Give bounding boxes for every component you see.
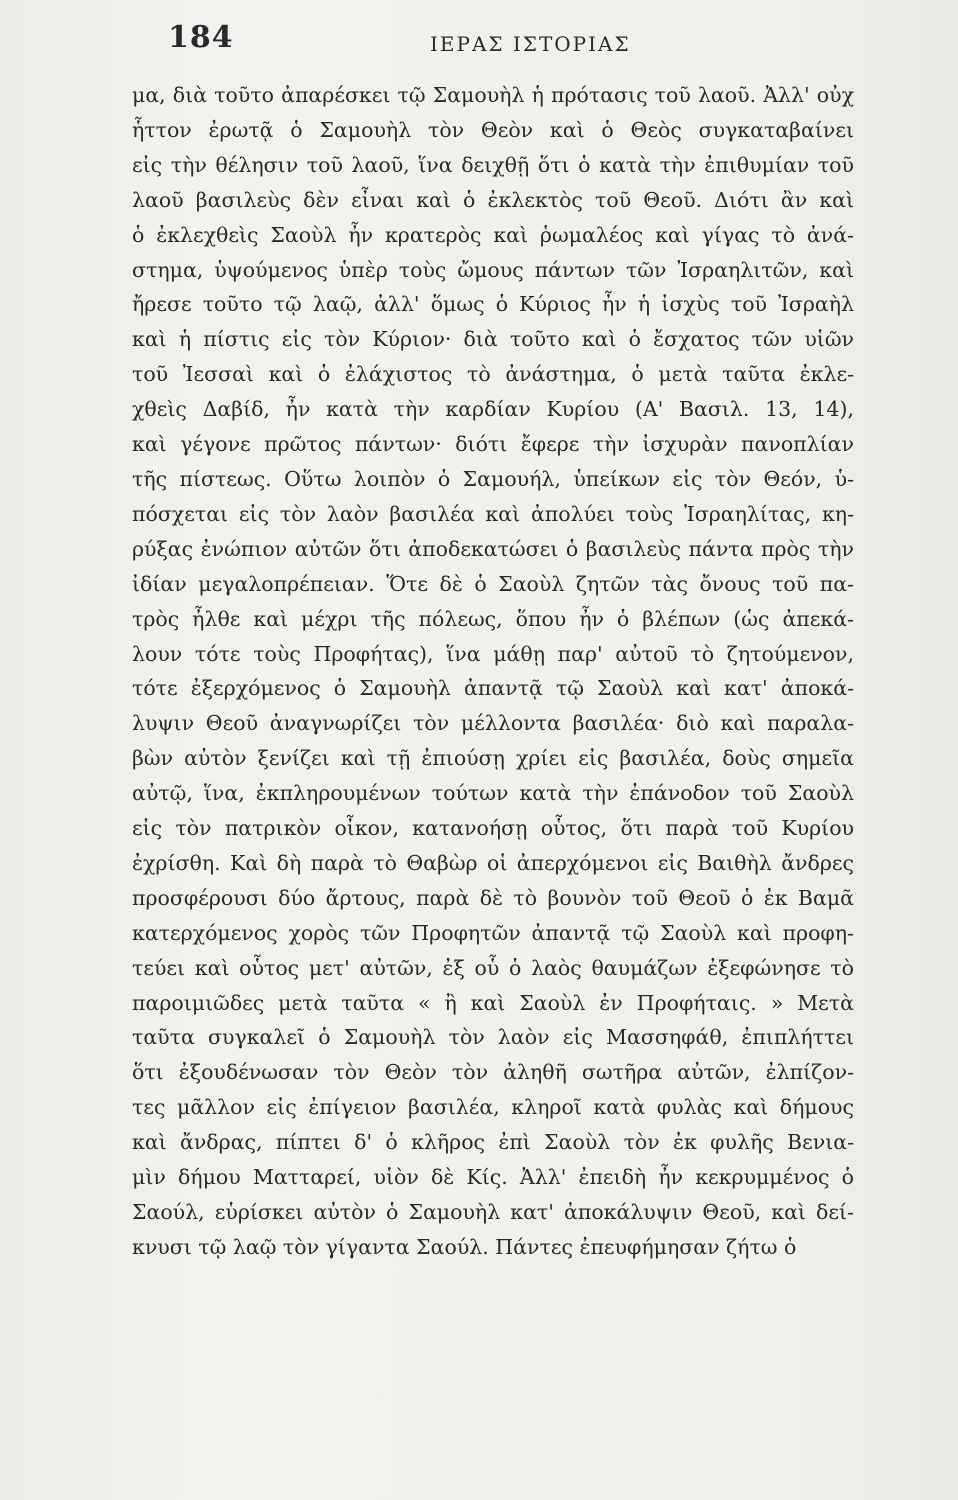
text-line: στημα, ὑψούμενος ὑπὲρ τοὺς ὤμους πάντων τῶν Ἰσραηλιτῶν, καὶ [132, 257, 854, 282]
text-line: καὶ γέγονε πρῶτος πάντων· διότι ἔφερε τὴν ἰσχυρὰν πανοπλίαν [132, 432, 854, 457]
text-line: ἰδίαν μεγαλοπρέπειαν. Ὅτε δὲ ὁ Σαοὺλ ζητῶν τὰς ὄνους τοῦ πα- [132, 571, 854, 596]
text-line: ὁ ἐκλεχθεὶς Σαοὺλ ἦν κρατερὸς καὶ ῥωμαλέος καὶ γίγας τὸ ἀνά- [132, 222, 854, 247]
text-line: ἧττον ἐρωτᾷ ὁ Σαμουὴλ τὸν Θεὸν καὶ ὁ Θεὸς συγκαταβαίνει [132, 117, 854, 142]
text-line: κατερχόμενος χορὸς τῶν Προφητῶν ἀπαντᾷ τῷ Σαοὺλ καὶ προφη- [132, 920, 854, 945]
text-line: καὶ ἄνδρας, πίπτει δ' ὁ κλῆρος ἐπὶ Σαοὺλ τὸν ἐκ φυλῆς Βενια- [132, 1130, 854, 1155]
text-line: προσφέρουσι δύο ἄρτους, παρὰ δὲ τὸ βουνὸν τοῦ Θεοῦ ὁ ἐκ Βαμᾶ [132, 885, 854, 910]
text-line: ἤρεσε τοῦτο τῷ λαῷ, ἀλλ' ὅμως ὁ Κύριος ἦν ἡ ἰσχὺς τοῦ Ἰσραὴλ [132, 292, 854, 317]
text-line: παροιμιῶδες μετὰ ταῦτα « ἢ καὶ Σαοὺλ ἐν Προφήταις. » Μετὰ [132, 990, 854, 1015]
text-line: μα, διὰ τοῦτο ἀπαρέσκει τῷ Σαμουὴλ ἡ πρότασις τοῦ λαοῦ. Ἀλλ' οὐχ [132, 83, 854, 107]
text-line: εἰς τὴν θέλησιν τοῦ λαοῦ, ἵνα δειχθῇ ὅτι ὁ κατὰ τὴν ἐπιθυμίαν τοῦ [132, 152, 854, 177]
text-line: αὐτῷ, ἵνα, ἐκπληρουμένων τούτων κατὰ τὴν ἐπάνοδον τοῦ Σαοὺλ [132, 781, 854, 806]
page-number: 184 [168, 20, 234, 55]
text-line: λυψιν Θεοῦ ἀναγνωρίζει τὸν μέλλοντα βασιλέα· διὸ καὶ παραλα- [132, 711, 854, 736]
text-line: μὶν δήμου Ματταρεί, υἱὸν δὲ Κίς. Ἀλλ' ἐπειδὴ ἦν κεκρυμμένος ὁ [132, 1165, 854, 1190]
text-line: Σαούλ, εὑρίσκει αὐτὸν ὁ Σαμουὴλ κατ' ἀποκάλυψιν Θεοῦ, καὶ δεί- [132, 1200, 854, 1224]
text-line: πόσχεται εἰς τὸν λαὸν βασιλέα καὶ ἀπολύει τοὺς Ἰσραηλίτας, κη- [132, 501, 854, 526]
text-line: τεύει καὶ οὗτος μετ' αὐτῶν, ἐξ οὗ ὁ λαὸς θαυμάζων ἐξεφώνησε τὸ [132, 955, 854, 980]
text-line: χθεὶς Δαβίδ, ἦν κατὰ τὴν καρδίαν Κυρίου (Α' Βασιλ. 13, 14), [132, 397, 854, 422]
text-line: τοῦ Ἰεσσαὶ καὶ ὁ ἐλάχιστος τὸ ἀνάστημα, ὁ μετὰ ταῦτα ἐκλε- [132, 362, 854, 387]
text-line: καὶ ἡ πίστις εἰς τὸν Κύριον· διὰ τοῦτο καὶ ὁ ἔσχατος τῶν υἱῶν [132, 327, 854, 352]
text-line: τότε ἐξερχόμενος ὁ Σαμουὴλ ἀπαντᾷ τῷ Σαοὺλ καὶ κατ' ἀποκά- [132, 676, 854, 701]
text-line: εἰς τὸν πατρικὸν οἶκον, κατανοήσῃ οὗτος, ὅτι παρὰ τοῦ Κυρίου [132, 816, 854, 841]
running-title: ΙΕΡΑΣ ΙΣΤΟΡΙΑΣ [430, 32, 631, 56]
text-line: τῆς πίστεως. Οὕτω λοιπὸν ὁ Σαμουήλ, ὑπείκων εἰς τὸν Θεόν, ὑ- [132, 466, 854, 491]
text-line: λουν τότε τοὺς Προφήτας), ἵνα μάθῃ παρ' αὐτοῦ τὸ ζητούμενον, [132, 641, 854, 666]
text-line: ὅτι ἐξουδένωσαν τὸν Θεὸν τὸν ἀληθῆ σωτῆρα αὐτῶν, ἐλπίζον- [132, 1060, 854, 1085]
text-line: λαοῦ βασιλεὺς δὲν εἶναι καὶ ὁ ἐκλεκτὸς τοῦ Θεοῦ. Διότι ἂν καὶ [132, 187, 854, 212]
text-line: ρύξας ἐνώπιον αὐτῶν ὅτι ἀποδεκατώσει ὁ βασιλεὺς πάντα πρὸς τὴν [132, 536, 854, 561]
text-line: τες μᾶλλον εἰς ἐπίγειον βασιλέα, κληροῖ κατὰ φυλὰς καὶ δήμους [132, 1095, 854, 1120]
text-line: κνυσι τῷ λαῷ τὸν γίγαντα Σαούλ. Πάντες ἐπευφήμησαν ζήτω ὁ [132, 1234, 797, 1259]
text-line: ἐχρίσθη. Καὶ δὴ παρὰ τὸ Θαβὼρ οἱ ἀπερχόμενοι εἰς Βαιθὴλ ἄνδρες [132, 850, 854, 875]
text-line: βὼν αὐτὸν ξενίζει καὶ τῇ ἐπιούσῃ χρίει εἰς βασιλέα, δοὺς σημεῖα [132, 746, 854, 771]
body-text [132, 78, 854, 1265]
text-line: ταῦτα συγκαλεῖ ὁ Σαμουὴλ τὸν λαὸν εἰς Μασσηφάθ, ἐπιπλήττει [132, 1025, 854, 1050]
page-header [168, 20, 898, 64]
text-line: τρὸς ἦλθε καὶ μέχρι τῆς πόλεως, ὅπου ἦν ὁ βλέπων (ὡς ἀπεκά- [132, 606, 854, 631]
